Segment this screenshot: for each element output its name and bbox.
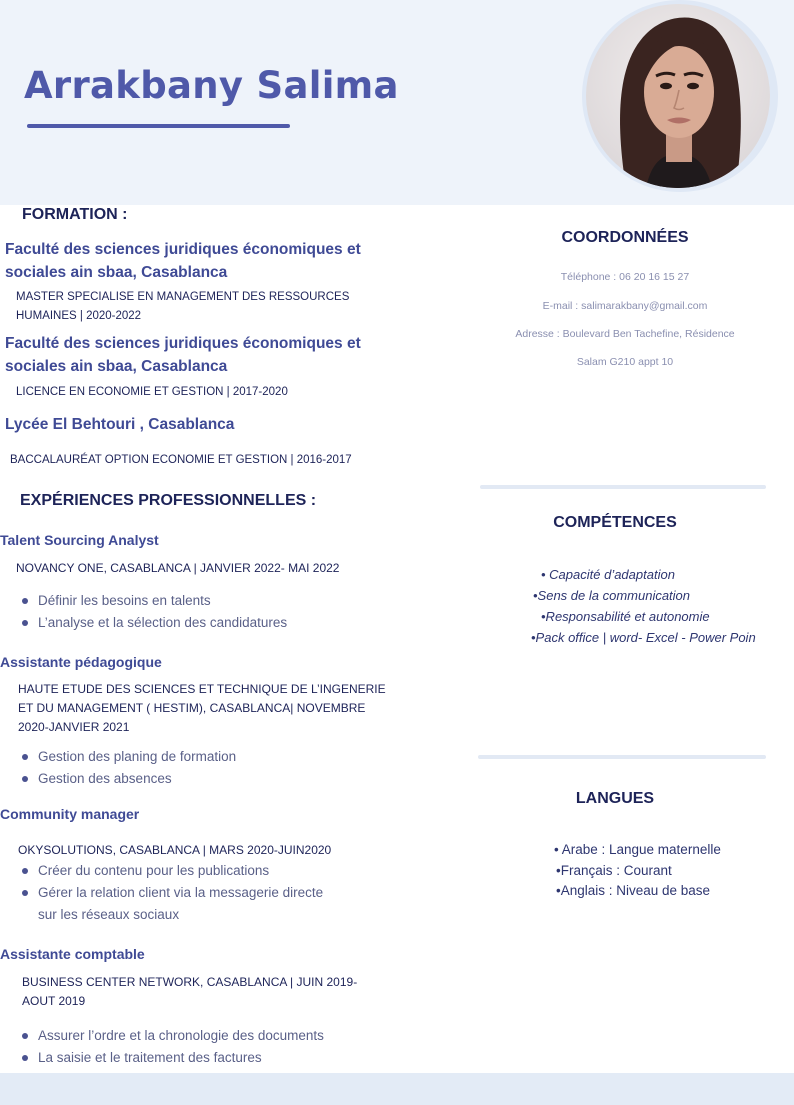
skill-item: • Capacité d’adaptation <box>541 567 675 582</box>
skill-item: •Responsabilité et autonomie <box>541 609 710 624</box>
coordonnees-title: COORDONNÉES <box>561 229 689 246</box>
contact-email: E-mail : salimarakbany@gmail.com <box>542 300 708 312</box>
contact-phone: Téléphone : 06 20 16 15 27 <box>560 271 690 283</box>
list-item: L’analyse et la sélection des candidatures <box>18 612 287 634</box>
skill-item: •Sens de la communication <box>533 588 691 603</box>
list-item: Gestion des absences <box>18 768 236 790</box>
skill-item: •Pack office | word- Excel - Power Poin <box>531 630 756 645</box>
job-bullets <box>18 1025 324 1069</box>
school-name: sociales ain sbaa, Casablanca <box>5 264 228 281</box>
job-company: BUSINESS CENTER NETWORK, CASABLANCA | JUIN 2019- <box>22 975 358 989</box>
list-item: La saisie et le traitement des factures <box>18 1047 324 1069</box>
job-role: Assistante pédagogique <box>0 654 162 670</box>
list-item <box>18 882 323 926</box>
job-role: Assistante comptable <box>0 946 145 962</box>
list-item-text: sur les réseaux sociaux <box>38 907 180 922</box>
langues-title: LANGUES <box>575 790 655 807</box>
degree-text: BACCALAURÉAT OPTION ECONOMIE ET GESTION | 2016-2017 <box>10 454 352 466</box>
list-item: Définir les besoins en talents <box>18 590 287 612</box>
contact-address: Adresse : Boulevard Ben Tachefine, Résidence <box>515 328 735 340</box>
degree-text: MASTER SPECIALISE EN MANAGEMENT DES RESSOURCES <box>16 291 350 303</box>
job-company: AOUT 2019 <box>22 994 86 1008</box>
school-name: Faculté des sciences juridiques économiques et <box>5 241 361 258</box>
job-role: Talent Sourcing Analyst <box>0 532 159 548</box>
job-company: OKYSOLUTIONS, CASABLANCA | MARS 2020-JUIN2020 <box>18 843 332 857</box>
footer-band <box>0 1073 794 1105</box>
language-item: •Anglais : Niveau de base <box>556 883 711 898</box>
school-name: Lycée El Behtouri , Casablanca <box>5 416 235 433</box>
list-item: Gestion des planing de formation <box>18 746 236 768</box>
job-bullets <box>18 746 236 790</box>
candidate-name: Arrakbany Salima <box>24 64 399 107</box>
job-company: HAUTE ETUDE DES SCIENCES ET TECHNIQUE DE L’INGENERIE <box>18 682 386 696</box>
section-divider <box>480 485 766 489</box>
job-company: NOVANCY ONE, CASABLANCA | JANVIER 2022- MAI 2022 <box>16 561 340 575</box>
job-company: 2020-JANVIER 2021 <box>18 720 130 734</box>
job-company: ET DU MANAGEMENT ( HESTIM), CASABLANCA| NOVEMBRE <box>18 701 366 715</box>
job-bullets <box>18 590 287 634</box>
competences-title: COMPÉTENCES <box>553 514 677 531</box>
formation-title: FORMATION : <box>22 206 128 223</box>
degree-text: HUMAINES | 2020-2022 <box>16 310 142 322</box>
list-item: Assurer l’ordre et la chronologie des documents <box>18 1025 324 1047</box>
degree-text: LICENCE EN ECONOMIE ET GESTION | 2017-2020 <box>16 386 288 398</box>
job-bullets <box>18 860 323 926</box>
experiences-title: EXPÉRIENCES PROFESSIONNELLES : <box>20 492 317 509</box>
name-underline <box>27 124 290 128</box>
list-item-text: Gérer la relation client via la messagerie directe <box>38 885 324 900</box>
contact-address: Salam G210 appt 10 <box>576 356 674 368</box>
language-item: • Arabe : Langue maternelle <box>554 842 721 857</box>
profile-photo <box>586 4 770 188</box>
school-name: sociales ain sbaa, Casablanca <box>5 358 228 375</box>
job-role: Community manager <box>0 806 140 822</box>
list-item: Créer du contenu pour les publications <box>18 860 323 882</box>
language-item: •Français : Courant <box>556 863 672 878</box>
section-divider <box>478 755 766 759</box>
school-name: Faculté des sciences juridiques économiques et <box>5 335 361 352</box>
